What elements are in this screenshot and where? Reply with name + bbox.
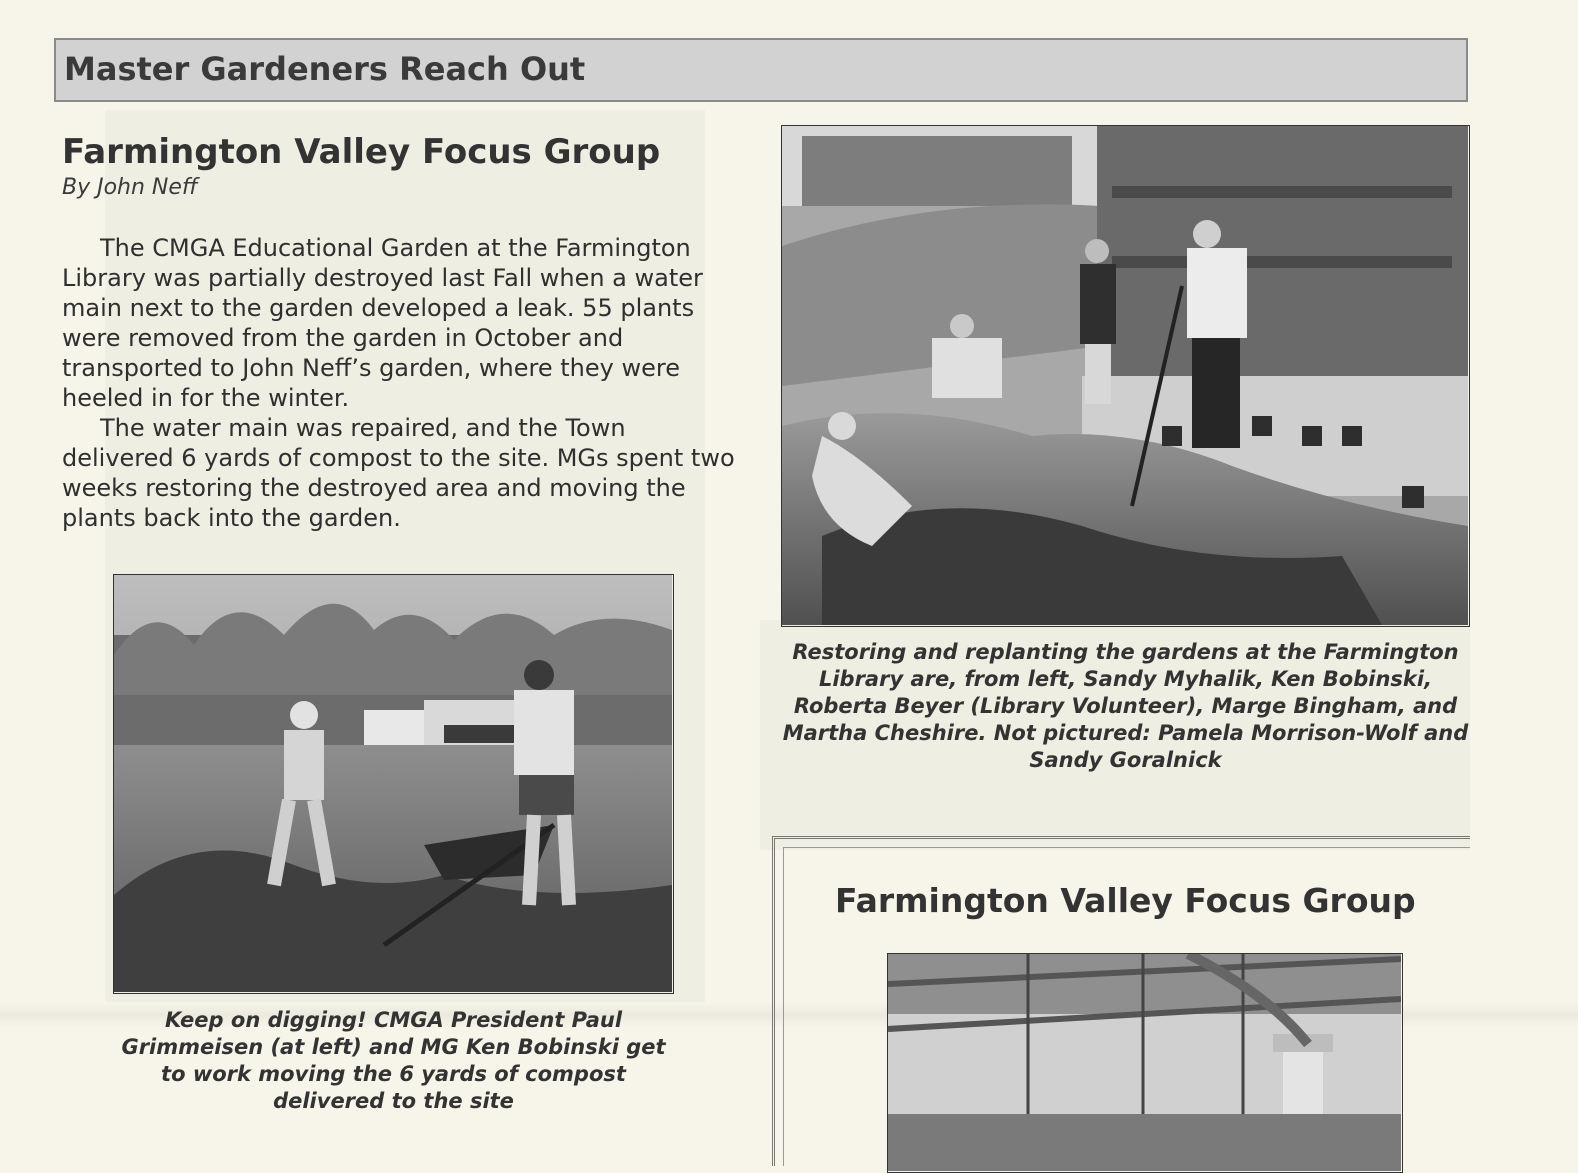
replanting-photo	[781, 125, 1470, 627]
article-byline: By John Neff	[62, 175, 198, 200]
digging-photo	[113, 574, 674, 994]
digging-photo-caption: Keep on digging! CMGA President Paul Grimmeisen (at left) and MG Ken Bobinski get to work moving the 6 yards of compost delivered to the site	[121, 1008, 666, 1113]
focus-group-flyer	[772, 836, 1470, 1166]
article-body	[62, 233, 742, 533]
flyer-title: Farmington Valley Focus Group	[835, 881, 1416, 920]
article-title: Farmington Valley Focus Group	[62, 132, 661, 172]
article-paragraph: The CMGA Educational Garden at the Farmington Library was partially destroyed last Fall when a water main next to the garden developed a leak. 55 plants were removed from the garden in October and transported to John Neff’s garden, where they were heeled in for the winter.	[62, 234, 703, 412]
section-header-bar	[54, 38, 1468, 102]
article-paragraph: The water main was repaired, and the Town delivered 6 yards of compost to the site. MGs spent two weeks restoring the destroyed area and moving the plants back into the garden.	[62, 414, 735, 532]
pergola-photo	[887, 953, 1403, 1173]
section-title: Master Gardeners Reach Out	[64, 50, 586, 88]
replanting-photo-caption: Restoring and replanting the gardens at the Farmington Library are, from left, Sandy Myhalik, Ken Bobinski, Roberta Beyer (Library Volunteer), Marge Bingham, and Martha Cheshire. Not pictured: Pamela Morrison-Wolf and Sandy Goralnick	[782, 640, 1469, 772]
